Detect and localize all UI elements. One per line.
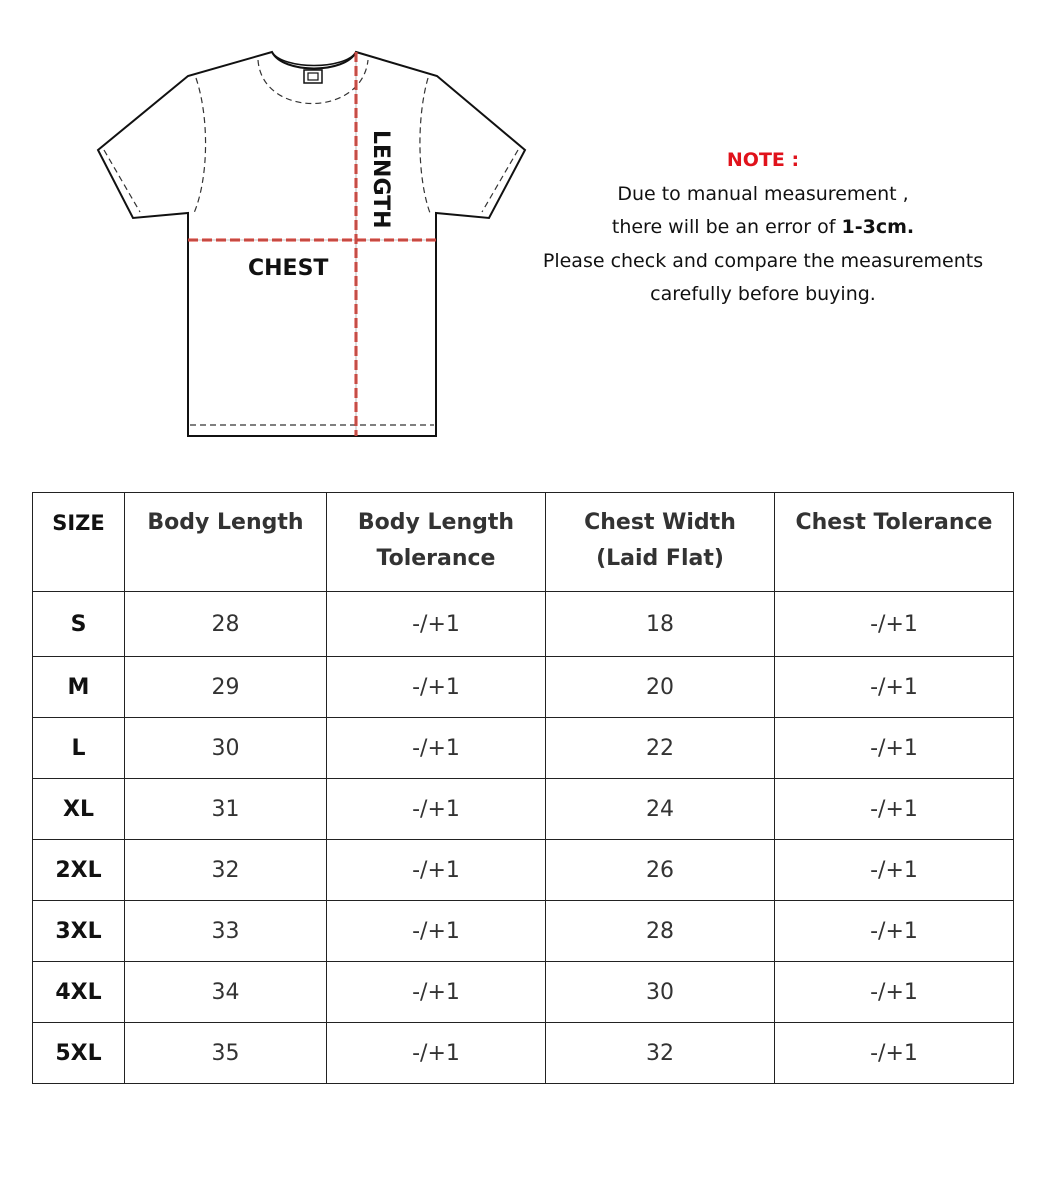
note-line-1: Due to manual measurement , — [617, 182, 909, 205]
chest-tolerance-cell: -/+1 — [775, 657, 1014, 718]
header-body-length-tolerance: Body Length Tolerance — [327, 493, 546, 592]
table-header-row — [33, 493, 1014, 592]
body-length-cell: 34 — [125, 962, 327, 1023]
body-tolerance-cell: -/+1 — [327, 901, 546, 962]
tshirt-outline — [98, 52, 525, 436]
chest-width-cell: 20 — [546, 657, 775, 718]
table-row — [33, 962, 1014, 1023]
body-tolerance-cell: -/+1 — [327, 840, 546, 901]
table-row — [33, 901, 1014, 962]
size-cell: XL — [33, 779, 125, 840]
note-line-3: Please check and compare the measurements — [542, 249, 984, 272]
body-length-cell: 29 — [125, 657, 327, 718]
body-tolerance-cell: -/+1 — [327, 718, 546, 779]
body-length-cell: 35 — [125, 1023, 327, 1084]
body-length-cell: 32 — [125, 840, 327, 901]
note-error-range: 1-3cm. — [841, 216, 915, 238]
body-length-cell: 30 — [125, 718, 327, 779]
body-length-cell: 33 — [125, 901, 327, 962]
chest-tolerance-cell: -/+1 — [775, 962, 1014, 1023]
table-row — [33, 779, 1014, 840]
body-tolerance-cell: -/+1 — [327, 1023, 546, 1084]
chest-tolerance-cell: -/+1 — [775, 592, 1014, 657]
size-cell: 5XL — [33, 1023, 125, 1084]
body-tolerance-cell: -/+1 — [327, 657, 546, 718]
table-row — [33, 1023, 1014, 1084]
size-cell: 3XL — [33, 901, 125, 962]
chest-width-cell: 22 — [546, 718, 775, 779]
header-size: SIZE — [33, 493, 125, 592]
chest-width-cell: 30 — [546, 962, 775, 1023]
size-cell: 4XL — [33, 962, 125, 1023]
table-row — [33, 657, 1014, 718]
header-chest-tolerance: Chest Tolerance — [775, 493, 1014, 592]
header-chest-width: Chest Width (Laid Flat) — [546, 493, 775, 592]
size-cell: L — [33, 718, 125, 779]
size-cell: S — [33, 592, 125, 657]
note-title: NOTE : — [726, 149, 800, 171]
size-cell: M — [33, 657, 125, 718]
table-row — [33, 840, 1014, 901]
table-row — [33, 592, 1014, 657]
body-length-cell: 28 — [125, 592, 327, 657]
tshirt-diagram — [0, 0, 560, 460]
body-tolerance-cell: -/+1 — [327, 592, 546, 657]
chest-width-cell: 18 — [546, 592, 775, 657]
chest-label: CHEST — [248, 256, 329, 281]
body-tolerance-cell: -/+1 — [327, 962, 546, 1023]
chest-tolerance-cell: -/+1 — [775, 840, 1014, 901]
chest-tolerance-cell: -/+1 — [775, 1023, 1014, 1084]
body-tolerance-cell: -/+1 — [327, 779, 546, 840]
chest-width-cell: 28 — [546, 901, 775, 962]
note-line-4: carefully before buying. — [650, 283, 876, 305]
measurement-note — [520, 144, 1006, 312]
length-label: LENGTH — [368, 130, 393, 229]
note-line-2 — [520, 211, 1006, 245]
chest-width-cell: 24 — [546, 779, 775, 840]
size-chart-table — [32, 492, 1014, 1084]
size-cell: 2XL — [33, 840, 125, 901]
chest-tolerance-cell: -/+1 — [775, 901, 1014, 962]
chest-tolerance-cell: -/+1 — [775, 779, 1014, 840]
note-line-2-text: there will be an error of — [611, 216, 842, 238]
chest-width-cell: 26 — [546, 840, 775, 901]
neck-tag-icon — [304, 70, 322, 83]
chest-width-cell: 32 — [546, 1023, 775, 1084]
table-row — [33, 718, 1014, 779]
chest-tolerance-cell: -/+1 — [775, 718, 1014, 779]
body-length-cell: 31 — [125, 779, 327, 840]
header-body-length: Body Length — [125, 493, 327, 592]
